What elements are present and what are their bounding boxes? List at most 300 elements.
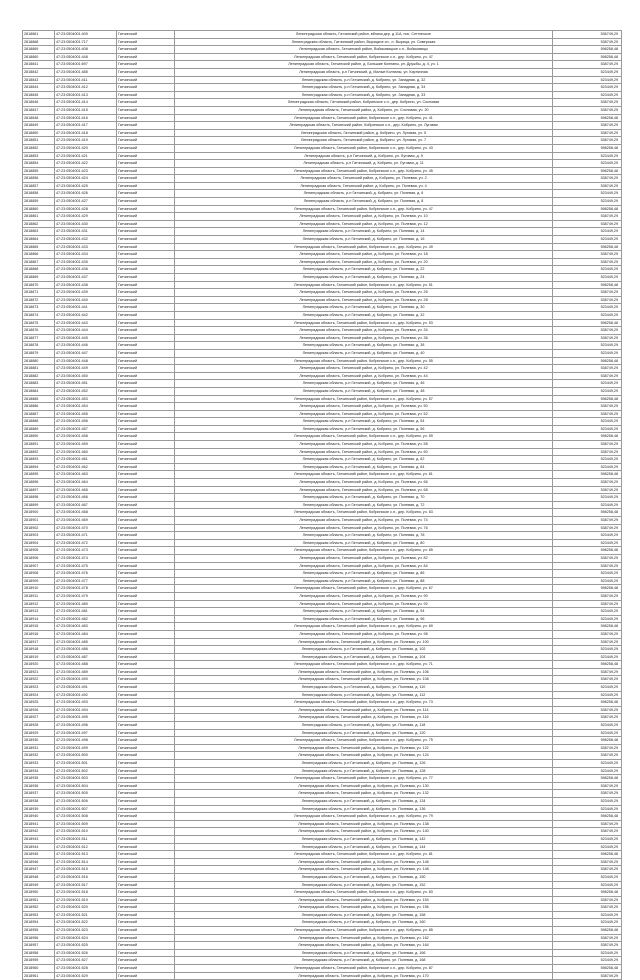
amount-cell: 523449,29 xyxy=(552,836,622,843)
amount-cell: 538749,29 xyxy=(552,297,622,304)
amount-cell: 523449,29 xyxy=(552,380,622,387)
table-row xyxy=(22,509,622,517)
district-cell: Гатчинский xyxy=(116,919,174,926)
record-id-cell: 2818912 xyxy=(22,601,54,608)
record-id-cell: 2818875 xyxy=(22,320,54,327)
record-id-cell: 2818881 xyxy=(22,365,54,372)
table-row xyxy=(22,304,622,312)
amount-cell: 523449,29 xyxy=(552,304,622,311)
district-cell: Гатчинский xyxy=(116,676,174,683)
district-cell: Гатчинский xyxy=(116,77,174,84)
amount-cell: 523449,29 xyxy=(552,84,622,91)
district-cell: Гатчинский xyxy=(116,358,174,365)
district-cell: Гатчинский xyxy=(116,487,174,494)
cadastral-number-cell: 47:23:0504001:417 xyxy=(54,122,116,129)
record-id-cell: 2818908 xyxy=(22,570,54,577)
address-cell: Ленинградская область, р-н Гатчинский, д. Кобрино, ул. Полевая, д. 38 xyxy=(174,342,552,349)
address-cell: Ленинградская область, Гатчинский район, Кобринское с.п., дер. Кобрино, уч. 43 xyxy=(174,145,552,152)
table-row xyxy=(22,813,622,821)
address-cell: Ленинградская область, р-н Гатчинский, д. Кобрино, ул. Полевая, д. 120 xyxy=(174,730,552,737)
table-row xyxy=(22,775,622,783)
district-cell: Гатчинский xyxy=(116,654,174,661)
address-cell: Ленинградская область, Гатчинский район, д. Кобрино, ул. Полевая, уч. 50 xyxy=(174,403,552,410)
table-row xyxy=(22,942,622,950)
record-id-cell: 2818860 xyxy=(22,206,54,213)
address-cell: Ленинградская область, Гатчинский район, Кобринское с.п., дер. Кобрино, уч. 77 xyxy=(174,775,552,782)
amount-cell: 523449,29 xyxy=(552,919,622,926)
table-row xyxy=(22,130,622,138)
district-cell: Гатчинский xyxy=(116,821,174,828)
record-id-cell: 2818882 xyxy=(22,373,54,380)
amount-cell: 538749,29 xyxy=(552,555,622,562)
table-row xyxy=(22,84,622,92)
table-row xyxy=(22,479,622,487)
record-id-cell: 2818902 xyxy=(22,525,54,532)
cadastral-number-cell: 47:23:0504001:418 xyxy=(54,130,116,137)
address-cell: Ленинградская область, р-н Гатчинский, д. Кобрино, ул. Полевая, д. 94 xyxy=(174,608,552,615)
address-cell: Ленинградская область, Гатчинский район, д. Кобрино, ул. Полевая, уч. 100 xyxy=(174,639,552,646)
amount-cell: 598258,48 xyxy=(552,46,622,53)
table-row xyxy=(22,145,622,153)
record-id-cell: 2818937 xyxy=(22,790,54,797)
address-cell: Ленинградская область, Гатчинский район, д. Кобрино, ул. Полевая, уч. 90 xyxy=(174,593,552,600)
cadastral-number-cell: 47:23:0504001:482 xyxy=(54,616,116,623)
address-cell: Ленинградская область, р-н Гатчинский, д. Кобрино, ул. Луговая, д. 9 xyxy=(174,153,552,160)
district-cell: Гатчинский xyxy=(116,433,174,440)
district-cell: Гатчинский xyxy=(116,137,174,144)
address-cell: Ленинградская область, р-н Гатчинский, д. Кобрино, ул. Полевая, д. 62 xyxy=(174,456,552,463)
address-cell: Ленинградская область, Гатчинский район, Войсковицкое с.п., Войсковицы xyxy=(174,46,552,53)
address-cell: Ленинградская область, Гатчинский район, д. Кобрино, ул. Полевая, уч. 20 xyxy=(174,259,552,266)
amount-cell: 538749,29 xyxy=(552,752,622,759)
district-cell: Гатчинский xyxy=(116,190,174,197)
district-cell: Гатчинский xyxy=(116,251,174,258)
table-row xyxy=(22,358,622,366)
cadastral-number-cell: 47:23:0504001:461 xyxy=(54,456,116,463)
amount-cell: 523449,29 xyxy=(552,426,622,433)
amount-cell: 523449,29 xyxy=(552,274,622,281)
record-id-cell: 2818862 xyxy=(22,221,54,228)
table-row xyxy=(22,426,622,434)
amount-cell: 598258,48 xyxy=(552,471,622,478)
district-cell: Гатчинский xyxy=(116,859,174,866)
table-row xyxy=(22,251,622,259)
cadastral-number-cell: 47:23:0504001:485 xyxy=(54,639,116,646)
cadastral-number-cell: 47:23:0504001:466 xyxy=(54,494,116,501)
address-cell: Ленинградская область, Гатчинский район, д. Кобрино, ул. Полевая, уч. 4 xyxy=(174,183,552,190)
address-cell: Ленинградская область, Гатчинский район, д. Кобрино, ул. Полевая, уч. 2 xyxy=(174,175,552,182)
address-cell: Ленинградская область, р-н Гатчинский, д. Кобрино, ул. Полевая, д. 136 xyxy=(174,806,552,813)
cadastral-number-cell: 47:23:0504001:717 xyxy=(54,39,116,46)
cadastral-number-cell: 47:23:0504001:428 xyxy=(54,206,116,213)
district-cell: Гатчинский xyxy=(116,418,174,425)
cadastral-number-cell: 47:23:0504001:446 xyxy=(54,342,116,349)
record-id-cell: 2818848 xyxy=(22,115,54,122)
amount-cell: 538749,29 xyxy=(552,259,622,266)
address-cell: Ленинградская область, р-н Гатчинский, д. Кобрино, ул. Полевая, д. 152 xyxy=(174,882,552,889)
record-id-cell: 2818854 xyxy=(22,160,54,167)
table-row xyxy=(22,190,622,198)
address-cell: Ленинградская область, р-н Гатчинский, д. Кобрино, ул. Полевая, д. 54 xyxy=(174,418,552,425)
address-cell: Ленинградская область, р-н Гатчинский, д. Кобрино, ул. Полевая, д. 40 xyxy=(174,350,552,357)
record-id-cell: 2818846 xyxy=(22,99,54,106)
district-cell: Гатчинский xyxy=(116,213,174,220)
district-cell: Гатчинский xyxy=(116,669,174,676)
record-id-cell: 2818929 xyxy=(22,730,54,737)
cadastral-number-cell: 47:23:0504001:502 xyxy=(54,768,116,775)
table-row xyxy=(22,342,622,350)
table-row xyxy=(22,950,622,958)
table-row xyxy=(22,699,622,707)
cadastral-number-cell: 47:23:0504001:422 xyxy=(54,160,116,167)
table-row xyxy=(22,107,622,115)
cadastral-number-cell: 47:23:0504001:470 xyxy=(54,525,116,532)
amount-cell: 523449,29 xyxy=(552,494,622,501)
district-cell: Гатчинский xyxy=(116,836,174,843)
record-id-cell: 2818892 xyxy=(22,449,54,456)
address-cell: Ленинградская область, Гатчинский район, д. Кобрино, ул. Полевая, уч. 108 xyxy=(174,676,552,683)
district-cell: Гатчинский xyxy=(116,555,174,562)
district-cell: Гатчинский xyxy=(116,183,174,190)
amount-cell: 523449,29 xyxy=(552,456,622,463)
table-row xyxy=(22,912,622,920)
record-id-cell: 2818896 xyxy=(22,479,54,486)
address-cell: Ленинградская область, Гатчинский район, Кобринское с.п., дер. Кобрино, уч. 75 xyxy=(174,737,552,744)
address-cell: Ленинградская область, Гатчинский район, д. Кобрино, ул. Полевая, уч. 26 xyxy=(174,289,552,296)
record-id-cell: 2818909 xyxy=(22,578,54,585)
address-cell: Ленинградская область, Гатчинский район, Кобринское с.п., дер. Кобрино, уч. 65 xyxy=(174,547,552,554)
address-cell: Ленинградская область, Гатчинский район, Кобринское с.п., дер. Кобрино, уч. 85 xyxy=(174,927,552,934)
district-cell: Гатчинский xyxy=(116,874,174,881)
table-row xyxy=(22,183,622,191)
district-cell: Гатчинский xyxy=(116,509,174,516)
amount-cell: 523449,29 xyxy=(552,69,622,76)
address-cell: Ленинградская область, Гатчинский район, д. Кобрино, ул. Полевая, уч. 154 xyxy=(174,897,552,904)
table-row xyxy=(22,297,622,305)
record-id-cell: 2818855 xyxy=(22,168,54,175)
district-cell: Гатчинский xyxy=(116,950,174,957)
address-cell: Ленинградская область, Гатчинский район, д. Кобрино, ул. Полевая, уч. 132 xyxy=(174,790,552,797)
amount-cell: 598258,48 xyxy=(552,433,622,440)
amount-cell: 523449,29 xyxy=(552,722,622,729)
table-row xyxy=(22,608,622,616)
address-cell: Ленинградская область, Гатчинский район, д. Кобрино, ул. Сосновая, уч. 20 xyxy=(174,107,552,114)
cadastral-number-cell: 47:23:0504001:481 xyxy=(54,608,116,615)
record-id-cell: 2818921 xyxy=(22,669,54,676)
record-id-cell: 2818906 xyxy=(22,555,54,562)
address-cell: Ленинградская область, р-н Гатчинский, д. Кобрино, ул. Западная, д. 32 xyxy=(174,77,552,84)
cadastral-number-cell: 47:23:0504001:496 xyxy=(54,722,116,729)
cadastral-number-cell: 47:23:0504001:509 xyxy=(54,821,116,828)
record-id-cell: 2818850 xyxy=(22,130,54,137)
district-cell: Гатчинский xyxy=(116,122,174,129)
amount-cell: 538749,29 xyxy=(552,973,622,980)
record-id-cell: 2818911 xyxy=(22,593,54,600)
table-row xyxy=(22,266,622,274)
district-cell: Гатчинский xyxy=(116,175,174,182)
cadastral-number-cell: 47:23:0504001:492 xyxy=(54,692,116,699)
cadastral-number-cell: 47:23:0504001:419 xyxy=(54,137,116,144)
record-id-cell: 2818866 xyxy=(22,251,54,258)
cadastral-number-cell: 47:23:0504001:468 xyxy=(54,509,116,516)
district-cell: Гатчинский xyxy=(116,289,174,296)
amount-cell: 523449,29 xyxy=(552,578,622,585)
district-cell: Гатчинский xyxy=(116,563,174,570)
cadastral-number-cell: 47:23:0504001:495 xyxy=(54,714,116,721)
district-cell: Гатчинский xyxy=(116,107,174,114)
amount-cell: 538749,29 xyxy=(552,130,622,137)
table-row xyxy=(22,593,622,601)
amount-cell: 523449,29 xyxy=(552,532,622,539)
amount-cell: 538749,29 xyxy=(552,373,622,380)
amount-cell: 523449,29 xyxy=(552,768,622,775)
district-cell: Гатчинский xyxy=(116,973,174,980)
record-id-cell: 2818942 xyxy=(22,828,54,835)
district-cell: Гатчинский xyxy=(116,350,174,357)
table-row xyxy=(22,487,622,495)
record-id-cell: 2818859 xyxy=(22,198,54,205)
district-cell: Гатчинский xyxy=(116,380,174,387)
address-cell: Ленинградская область, Гатчинский район, д. Кобрино, ул. Полевая, уч. 84 xyxy=(174,563,552,570)
table-row xyxy=(22,54,622,62)
record-id-cell: 2818928 xyxy=(22,722,54,729)
amount-cell: 538749,29 xyxy=(552,639,622,646)
district-cell: Гатчинский xyxy=(116,259,174,266)
cadastral-number-cell: 47:23:0504001:456 xyxy=(54,418,116,425)
district-cell: Гатчинский xyxy=(116,228,174,235)
address-cell: Ленинградская область, р-н Гатчинский, д. Кобрино, ул. Полевая, д. 72 xyxy=(174,502,552,509)
table-row xyxy=(22,289,622,297)
amount-cell: 538749,29 xyxy=(552,866,622,873)
table-row xyxy=(22,365,622,373)
amount-cell: 598258,48 xyxy=(552,775,622,782)
table-row xyxy=(22,380,622,388)
cadastral-number-cell: 47:23:0504001:471 xyxy=(54,532,116,539)
cadastral-number-cell: 47:23:0504001:425 xyxy=(54,183,116,190)
address-cell: Ленинградская область, р-н Гатчинский, д. Кобрино, ул. Полевая, д. 150 xyxy=(174,874,552,881)
record-id-cell: 2818897 xyxy=(22,487,54,494)
record-id-cell: 2818883 xyxy=(22,380,54,387)
table-row xyxy=(22,137,622,145)
district-cell: Гатчинский xyxy=(116,927,174,934)
address-cell: Ленинградская область, р-н Гатчинский, д. Кобрино, ул. Полевая, д. 128 xyxy=(174,768,552,775)
record-id-cell: 2818914 xyxy=(22,616,54,623)
table-row xyxy=(22,335,622,343)
cadastral-number-cell: 47:23:0504001:416 xyxy=(54,115,116,122)
amount-cell: 523449,29 xyxy=(552,77,622,84)
amount-cell: 598258,48 xyxy=(552,623,622,630)
district-cell: Гатчинский xyxy=(116,373,174,380)
table-row xyxy=(22,601,622,609)
table-row xyxy=(22,897,622,905)
record-id-cell: 2818868 xyxy=(22,266,54,273)
amount-cell: 538749,29 xyxy=(552,601,622,608)
cadastral-number-cell: 47:23:0504001:413 xyxy=(54,92,116,99)
table-row xyxy=(22,570,622,578)
table-row xyxy=(22,714,622,722)
district-cell: Гатчинский xyxy=(116,882,174,889)
address-cell: Ленинградская область, Гатчинский район, д. Кобрино, ул. Полевая, уч. 82 xyxy=(174,555,552,562)
table-row xyxy=(22,904,622,912)
table-row xyxy=(22,760,622,768)
cadastral-number-cell: 47:23:0504001:483 xyxy=(54,623,116,630)
cadastral-number-cell: 47:23:0504001:441 xyxy=(54,304,116,311)
record-id-cell: 2818939 xyxy=(22,806,54,813)
cadastral-number-cell: 47:23:0504001:438 xyxy=(54,282,116,289)
table-row xyxy=(22,684,622,692)
record-id-cell: 2818925 xyxy=(22,699,54,706)
cadastral-number-cell: 47:23:0504001:529 xyxy=(54,973,116,980)
address-cell: Ленинградская область, р-н Гатчинский, д. Кобрино, ул. Полевая, д. 56 xyxy=(174,426,552,433)
amount-cell: 538749,29 xyxy=(552,859,622,866)
table-row xyxy=(22,77,622,85)
address-cell: Ленинградская область, Гатчинский район, д. Большие Колпаны, ул. Дружбы, д. 4, уч. 1 xyxy=(174,61,552,68)
table-row xyxy=(22,441,622,449)
amount-cell: 523449,29 xyxy=(552,388,622,395)
amount-cell: 538749,29 xyxy=(552,745,622,752)
district-cell: Гатчинский xyxy=(116,616,174,623)
district-cell: Гатчинский xyxy=(116,130,174,137)
district-cell: Гатчинский xyxy=(116,570,174,577)
address-cell: Ленинградская область, р-н Гатчинский, д. Кобрино, ул. Полевая, д. 134 xyxy=(174,798,552,805)
address-cell: Ленинградская область, Гатчинский район, д. Кобрино, ул. Полевая, уч. 76 xyxy=(174,525,552,532)
address-cell: Ленинградская область, Гатчинский район, Кобринское с.п., дер. Кобрино, уч. 41 xyxy=(174,115,552,122)
record-id-cell: 2818953 xyxy=(22,912,54,919)
district-cell: Гатчинский xyxy=(116,957,174,964)
cadastral-number-cell: 47:23:0504001:478 xyxy=(54,585,116,592)
district-cell: Гатчинский xyxy=(116,304,174,311)
record-id-cell: 2818938 xyxy=(22,798,54,805)
address-cell: Ленинградская область, Гатчинский район, д. Кобрино, ул. Луговая, уч. 5 xyxy=(174,130,552,137)
district-cell: Гатчинский xyxy=(116,403,174,410)
address-cell: Ленинградская область, Гатчинский район, д. Кобрино, ул. Полевая, уч. 12 xyxy=(174,221,552,228)
district-cell: Гатчинский xyxy=(116,714,174,721)
record-id-cell: 2818941 xyxy=(22,821,54,828)
amount-cell: 538749,29 xyxy=(552,525,622,532)
table-row xyxy=(22,806,622,814)
cadastral-number-cell: 47:23:0504001:434 xyxy=(54,251,116,258)
address-cell: Ленинградская область, р-н Гатчинский, д. Кобрино, ул. Полевая, д. 160 xyxy=(174,919,552,926)
district-cell: Гатчинский xyxy=(116,282,174,289)
record-id-cell: 2818960 xyxy=(22,965,54,972)
district-cell: Гатчинский xyxy=(116,266,174,273)
table-row xyxy=(22,616,622,624)
cadastral-number-cell: 47:23:0504001:474 xyxy=(54,555,116,562)
address-cell: Ленинградская область, Гатчинский район, д. Кобрино, ул. Полевая, уч. 28 xyxy=(174,297,552,304)
district-cell: Гатчинский xyxy=(116,866,174,873)
record-id-cell: 2818947 xyxy=(22,866,54,873)
record-id-cell: 2818899 xyxy=(22,502,54,509)
district-cell: Гатчинский xyxy=(116,798,174,805)
record-id-cell: 2818865 xyxy=(22,244,54,251)
district-cell: Гатчинский xyxy=(116,456,174,463)
cadastral-number-cell: 47:23:0504001:524 xyxy=(54,935,116,942)
cadastral-number-cell: 47:23:0504001:485 xyxy=(54,69,116,76)
cadastral-number-cell: 47:23:0504001:423 xyxy=(54,168,116,175)
address-cell: Ленинградская область, Гатчинский район, Кобринское с.п., дер. Кобрино, уч. 71 xyxy=(174,661,552,668)
cadastral-number-cell: 47:23:0504001:435 xyxy=(54,259,116,266)
cadastral-number-cell: 47:23:0504001:445 xyxy=(54,335,116,342)
district-cell: Гатчинский xyxy=(116,692,174,699)
record-id-cell: 2818844 xyxy=(22,84,54,91)
cadastral-number-cell: 47:23:0504001:522 xyxy=(54,919,116,926)
record-id-cell: 2818869 xyxy=(22,46,54,53)
table-row xyxy=(22,213,622,221)
cadastral-number-cell: 47:23:0504001:476 xyxy=(54,570,116,577)
cadastral-number-cell: 47:23:0504001:449 xyxy=(54,365,116,372)
address-cell: Ленинградская область, Гатчинский район, Кобринское с.п., дер. Кобрино, уч. 81 xyxy=(174,851,552,858)
record-id-cell: 2818932 xyxy=(22,752,54,759)
address-cell: Ленинградская область, р-н Гатчинский, д. Кобрино, ул. Полевая, д. 86 xyxy=(174,570,552,577)
table-row xyxy=(22,631,622,639)
table-row xyxy=(22,115,622,123)
record-id-cell: 2818874 xyxy=(22,312,54,319)
address-cell: Ленинградская область, Гатчинский район, д. Кобрино, ул. Луговая, уч. 7 xyxy=(174,137,552,144)
amount-cell: 523449,29 xyxy=(552,654,622,661)
address-cell: Ленинградская область, Гатчинский район, Кобринское с.п., дер. Кобрино, уч. 45 xyxy=(174,168,552,175)
district-cell: Гатчинский xyxy=(116,84,174,91)
address-cell: Ленинградская область, Гатчинский район, д. Кобрино, ул. Полевая, уч. 148 xyxy=(174,866,552,873)
amount-cell: 598258,48 xyxy=(552,889,622,896)
cadastral-number-cell: 47:23:0504001:433 xyxy=(54,244,116,251)
table-row xyxy=(22,228,622,236)
amount-cell: 598258,48 xyxy=(552,244,622,251)
record-id-cell: 2818952 xyxy=(22,904,54,911)
table-row xyxy=(22,585,622,593)
table-row xyxy=(22,882,622,890)
land-plot-table xyxy=(22,30,622,980)
table-row xyxy=(22,578,622,586)
record-id-cell: 2818930 xyxy=(22,737,54,744)
table-row xyxy=(22,532,622,540)
address-cell: Ленинградская область, р-н Гатчинский, д. Кобрино, ул. Полевая, д. 78 xyxy=(174,532,552,539)
amount-cell: 538749,29 xyxy=(552,365,622,372)
address-cell: Ленинградская область, Гатчинский район, д. Кобрино, ул. Полевая, уч. 170 xyxy=(174,973,552,980)
amount-cell: 523449,29 xyxy=(552,236,622,243)
record-id-cell: 2818853 xyxy=(22,153,54,160)
table-row xyxy=(22,874,622,882)
address-cell: Ленинградская область, Гатчинский район, д. Кобрино, ул. Полевая, уч. 146 xyxy=(174,859,552,866)
record-id-cell: 2818879 xyxy=(22,350,54,357)
cadastral-number-cell: 47:23:0504001:504 xyxy=(54,783,116,790)
address-cell: Ленинградская область, р-н Гатчинский, д. Кобрино, ул. Полевая, д. 104 xyxy=(174,654,552,661)
address-cell: Ленинградская область, Гатчинский район, д. Кобрино, ул. Полевая, уч. 18 xyxy=(174,251,552,258)
address-cell: Ленинградская область, Гатчинский район, д. Кобрино, ул. Полевая, уч. 116 xyxy=(174,714,552,721)
address-cell: Ленинградская область, Гатчинский район, д. Кобрино, ул. Полевая, уч. 114 xyxy=(174,707,552,714)
amount-cell: 538749,29 xyxy=(552,327,622,334)
address-cell: Ленинградская область, р-н Гатчинский, д. Кобрино, ул. Полевая, д. 166 xyxy=(174,950,552,957)
table-row xyxy=(22,783,622,791)
table-row xyxy=(22,669,622,677)
address-cell: Ленинградская область, Гатчинский район, д. Кобрино, ул. Полевая, уч. 60 xyxy=(174,449,552,456)
table-row xyxy=(22,69,622,77)
table-row xyxy=(22,821,622,829)
amount-cell: 538749,29 xyxy=(552,221,622,228)
cadastral-number-cell: 47:23:0504001:454 xyxy=(54,403,116,410)
address-cell: Ленинградская область, Гатчинский район, Вырицкое сп., п. Вырица, ул. Сиверская xyxy=(174,39,552,46)
cadastral-number-cell: 47:23:0504001:506 xyxy=(54,798,116,805)
table-row xyxy=(22,274,622,282)
district-cell: Гатчинский xyxy=(116,851,174,858)
record-id-cell: 2818917 xyxy=(22,639,54,646)
record-id-cell: 2818935 xyxy=(22,775,54,782)
district-cell: Гатчинский xyxy=(116,449,174,456)
district-cell: Гатчинский xyxy=(116,783,174,790)
address-cell: Ленинградская область, Гатчинский район, д. Кобрино, ул. Полевая, уч. 140 xyxy=(174,828,552,835)
table-row xyxy=(22,547,622,555)
cadastral-number-cell: 47:23:0504001:505 xyxy=(54,790,116,797)
record-id-cell: 2818913 xyxy=(22,608,54,615)
